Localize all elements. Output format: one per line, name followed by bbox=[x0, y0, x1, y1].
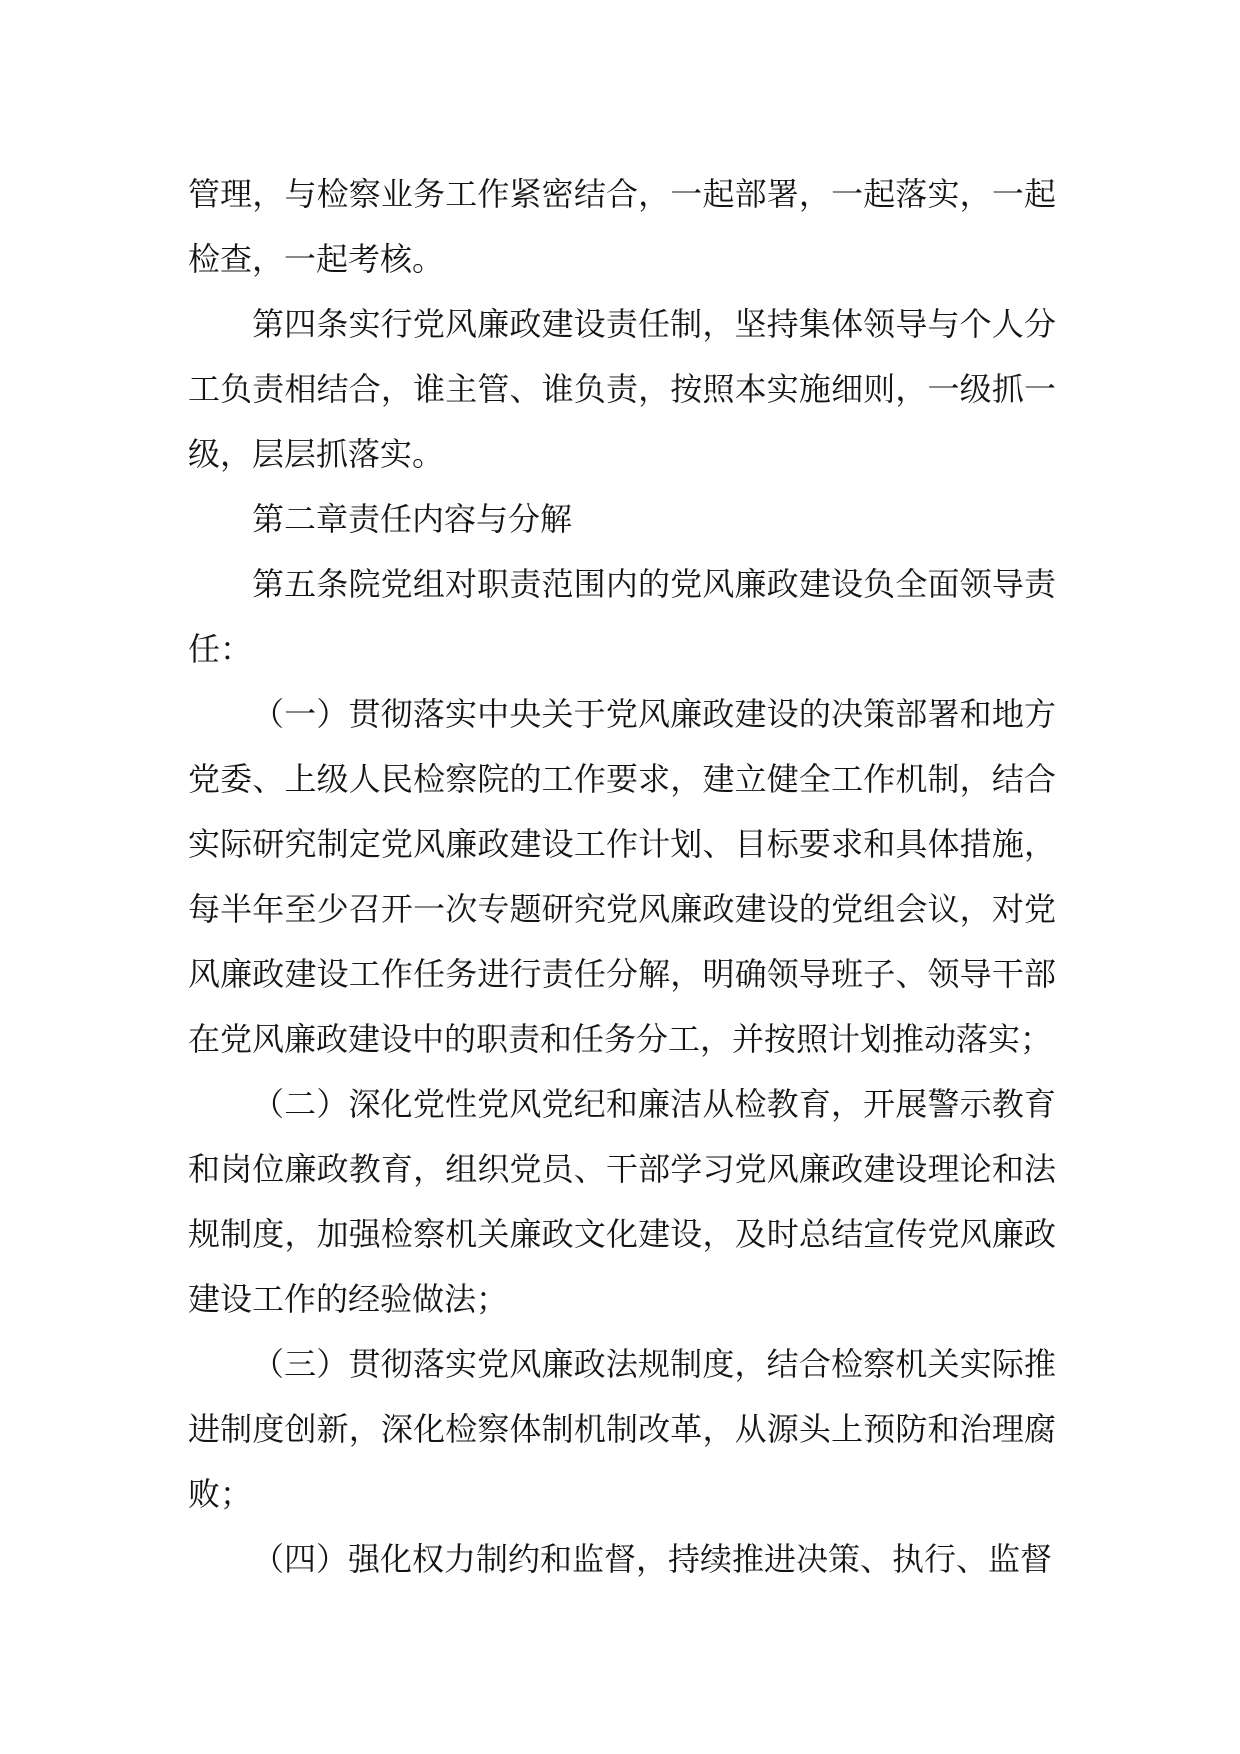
list-item-1: （一）贯彻落实中央关于党风廉政建设的决策部署和地方党委、上级人民检察院的工作要求，建立健全工作机制，结合实际研究制定党风廉政建设工作计划、目标要求和具体措施，每半年至少召开一次专题研究党风廉政建设的党组会议，对党风廉政建设工作任务进行责任分解，明确领导班子、领导干部在党风廉政建设中的职责和任务分工，并按照计划推动落实； bbox=[188, 695, 1056, 1058]
chapter-heading: 第二章责任内容与分解 bbox=[252, 500, 573, 538]
list-item-3: （三）贯彻落实党风廉政法规制度，结合检察机关实际推进制度创新，深化检察体制机制改革，从源头上预防和治理腐败； bbox=[188, 1345, 1056, 1513]
paragraph-article-4: 第四条实行党风廉政建设责任制，坚持集体领导与个人分工负责相结合，谁主管、谁负责，按照本实施细则，一级抓一级，层层抓落实。 bbox=[188, 305, 1056, 473]
paragraph-continuation: 管理，与检察业务工作紧密结合，一起部署，一起落实，一起检查，一起考核。 bbox=[188, 175, 1056, 278]
document-body bbox=[188, 162, 1056, 1592]
paragraph-article-5: 第五条院党组对职责范围内的党风廉政建设负全面领导责任： bbox=[188, 565, 1056, 668]
list-item-2: （二）深化党性党风党纪和廉洁从检教育，开展警示教育和岗位廉政教育，组织党员、干部学习党风廉政建设理论和法规制度，加强检察机关廉政文化建设，及时总结宣传党风廉政建设工作的经验做法； bbox=[188, 1085, 1056, 1318]
list-item-4: （四）强化权力制约和监督，持续推进决策、执行、监督 bbox=[252, 1540, 1053, 1578]
